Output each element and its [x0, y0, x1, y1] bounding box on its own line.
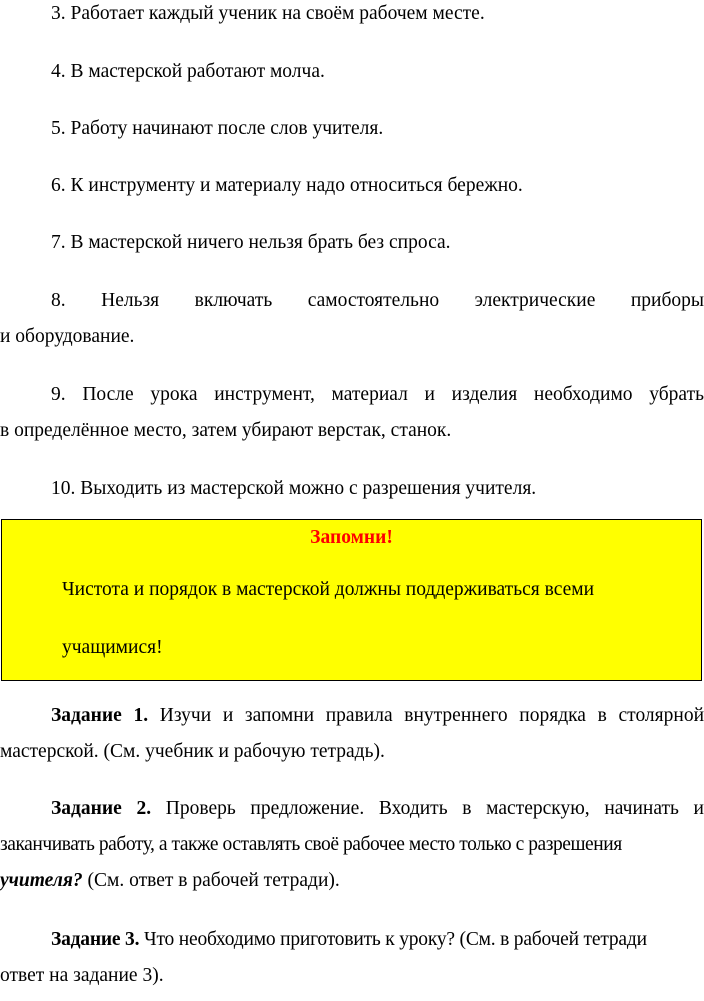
- rule-4: 4. В мастерской работают молча.: [51, 61, 325, 82]
- rule-8-word: самостоятельно: [307, 290, 440, 311]
- task-1-label: Задание 1.: [51, 705, 149, 726]
- remember-title: Запомни!: [310, 527, 393, 548]
- rule-3: 3. Работает каждый ученик на своём рабочем месте.: [51, 3, 485, 24]
- rule-8-word: приборы: [630, 290, 704, 311]
- task-2-line-2: заканчивать работу, а также оставлять своё рабочее место только с разрешения: [0, 834, 622, 855]
- rule-10: 10. Выходить из мастерской можно с разрешения учителя.: [51, 478, 537, 499]
- task-2-line-1: [51, 797, 704, 821]
- task-3-line-1: [51, 928, 704, 952]
- rule-5: 5. Работу начинают после слов учителя.: [51, 118, 384, 139]
- task-2-line-3: [0, 869, 704, 893]
- rule-8-line-2: и оборудование.: [0, 326, 135, 347]
- task-2-text: Проверь предложение. Входить в мастерскую, начинать и: [165, 798, 704, 819]
- remember-text-line-2: учащимися!: [62, 637, 163, 658]
- rule-9-line-1: 9. После урока инструмент, материал и изделия необходимо убрать: [51, 384, 704, 405]
- rule-8-word: Нельзя: [101, 290, 160, 311]
- remember-box: [1, 519, 702, 681]
- rule-9-line-2: в определённое место, затем убирают верстак, станок.: [0, 420, 452, 441]
- task-3-text: Что необходимо приготовить к уроку? (См. в рабочей тетради: [143, 929, 647, 950]
- rule-8-word: электрические: [474, 290, 596, 311]
- task-1-line-1: [51, 704, 704, 728]
- rule-8-line-1: [51, 289, 704, 313]
- task-3-label: Задание 3.: [51, 929, 140, 950]
- rule-6: 6. К инструменту и материалу надо относиться бережно.: [51, 175, 523, 196]
- rule-8-word: включать: [194, 290, 273, 311]
- task-1-line-2: мастерской. (См. учебник и рабочую тетрадь).: [0, 741, 385, 762]
- remember-text-line-1: Чистота и порядок в мастерской должны поддерживаться всеми: [62, 579, 595, 600]
- task-2-line-3-text: (См. ответ в рабочей тетради).: [82, 870, 340, 891]
- rule-7: 7. В мастерской ничего нельзя брать без спроса.: [51, 232, 451, 253]
- rule-8-word: 8.: [51, 290, 66, 311]
- task-1-text: Изучи и запомни правила внутреннего порядка в столярной: [159, 705, 704, 726]
- task-2-emphasis: учителя?: [0, 870, 83, 891]
- task-3-line-2: ответ на задание 3).: [0, 965, 164, 986]
- task-2-label: Задание 2.: [51, 798, 152, 819]
